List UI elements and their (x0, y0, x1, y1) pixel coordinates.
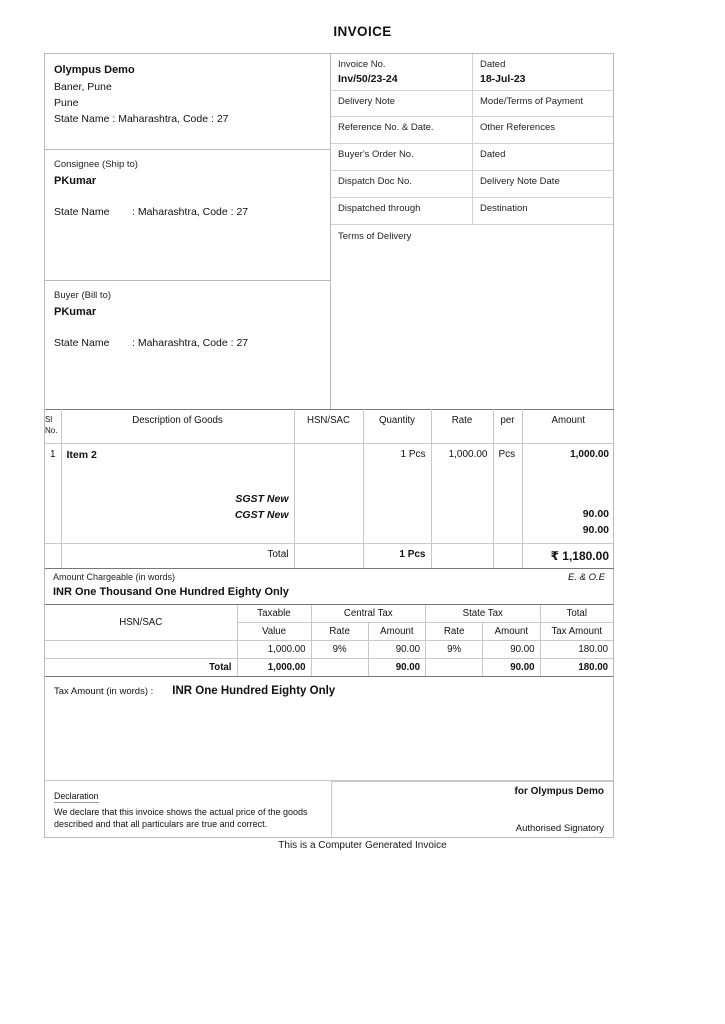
terms-of-delivery-cell (331, 225, 613, 386)
declaration-title: Declaration (54, 791, 99, 801)
col-header-rate: Rate (431, 410, 493, 444)
mode-terms-cell (473, 91, 613, 116)
tax-cell-state-amount: 90.00 (483, 641, 540, 659)
tax-col-taxable-line2: Value (237, 623, 311, 641)
eoe-note: E. & O.E (568, 572, 605, 583)
buyer-block (45, 281, 330, 409)
invoice-no-label: Invoice No. (338, 59, 386, 70)
consignee-state-row (54, 204, 321, 220)
computer-generated-note: This is a Computer Generated Invoice (278, 840, 447, 851)
item-amount: 1,000.00 (570, 449, 609, 460)
invoice-details-grid (331, 54, 613, 409)
declaration-section (45, 781, 613, 837)
tax-cell-taxable-value: 1,000.00 (237, 641, 311, 659)
tax-col-taxable-line1: Taxable (237, 605, 311, 623)
tax-total-row (45, 659, 613, 677)
buyer-state-row (54, 335, 321, 351)
tax-cell-hsn (45, 641, 237, 659)
tax-col-state-rate: Rate (426, 623, 483, 641)
tax-col-central-amount: Amount (368, 623, 425, 641)
cell-per: Pcs (493, 444, 522, 544)
tax-amount-words-value: INR One Hundred Eighty Only (172, 685, 336, 697)
seller-address-line2: Pune (54, 97, 79, 109)
tax-col-total-line2: Tax Amount (540, 623, 613, 641)
col-header-per: per (493, 410, 522, 444)
detail-row-dispatched-through (331, 198, 613, 225)
delivery-note-label: Delivery Note (338, 96, 396, 107)
consignee-state-key: State Name (54, 206, 110, 218)
signature-for: for Olympus Demo (514, 786, 604, 797)
consignee-name: PKumar (54, 175, 97, 187)
declaration-block (45, 781, 331, 837)
signature-block (331, 781, 613, 837)
cell-amount (522, 444, 614, 544)
seller-state: State Name : Maharashtra, Code : 27 (54, 113, 229, 125)
detail-row-buyers-order (331, 144, 613, 171)
cgst-amount: 90.00 (582, 524, 609, 536)
cgst-label: CGST New (234, 509, 289, 521)
seller-block (45, 54, 330, 150)
consignee-label: Consignee (Ship to) (54, 159, 138, 170)
buyer-state-key: State Name (54, 337, 110, 349)
detail-row-delivery-note (331, 91, 613, 117)
tax-col-central-rate: Rate (311, 623, 368, 641)
tax-total-taxable-value: 1,000.00 (237, 659, 311, 677)
tax-cell-state-rate: 9% (426, 641, 483, 659)
tax-col-state-amount: Amount (483, 623, 540, 641)
item-tax-amounts (528, 506, 610, 538)
buyers-order-dated-cell (473, 144, 613, 170)
tax-total-central-amount: 90.00 (368, 659, 425, 677)
invoice-no-value: Inv/50/23-24 (338, 73, 398, 85)
invoice-header-section (45, 54, 613, 409)
authorised-signatory-label: Authorised Signatory (515, 823, 604, 834)
invoice-no-cell (331, 54, 473, 90)
items-table (45, 409, 614, 569)
terms-of-delivery-label: Terms of Delivery (338, 231, 412, 242)
declaration-body: We declare that this invoice shows the actual price of the goods described and that all particulars are true and correct. (54, 807, 308, 830)
invoice-frame (44, 53, 614, 838)
col-header-amount: Amount (522, 410, 614, 444)
mode-terms-label: Mode/Terms of Payment (480, 96, 583, 107)
tax-summary-table (45, 605, 613, 677)
dated-cell (473, 54, 613, 90)
cell-description (61, 444, 294, 544)
buyers-order-label: Buyer's Order No. (338, 149, 414, 160)
col-header-quantity: Quantity (363, 410, 431, 444)
detail-row-invoice-no (331, 54, 613, 91)
total-rate-spacer (431, 544, 493, 569)
consignee-state-value: : Maharashtra, Code : 27 (132, 206, 249, 218)
tax-total-label: Total (45, 659, 237, 677)
tax-amount-words-label: Tax Amount (in words) : (54, 686, 154, 697)
destination-cell (473, 198, 613, 224)
tax-col-central-tax: Central Tax (311, 605, 426, 623)
buyer-name: PKumar (54, 306, 97, 318)
tax-col-state-tax: State Tax (426, 605, 541, 623)
buyers-order-dated-label: Dated (480, 149, 506, 160)
dispatched-through-cell (331, 198, 473, 224)
sgst-amount: 90.00 (582, 508, 609, 520)
delivery-note-date-cell (473, 171, 613, 197)
total-hsn-spacer (294, 544, 363, 569)
seller-name: Olympus Demo (54, 64, 135, 76)
tax-cell-central-rate: 9% (311, 641, 368, 659)
item-tax-labels (67, 491, 289, 523)
delivery-note-cell (331, 91, 473, 116)
item-name: Item 2 (66, 449, 97, 461)
cell-quantity: 1 Pcs (363, 444, 431, 544)
consignee-block (45, 150, 330, 281)
cell-hsn (294, 444, 363, 544)
tax-header-row-1 (45, 605, 613, 623)
reference-cell (331, 117, 473, 143)
tax-col-total-line1: Total (540, 605, 613, 623)
total-sl-spacer (45, 544, 61, 569)
items-total-row (45, 544, 614, 569)
tax-total-state-amount: 90.00 (483, 659, 540, 677)
buyer-state-value: : Maharashtra, Code : 27 (132, 337, 249, 349)
tax-total-total-tax: 180.00 (540, 659, 613, 677)
other-references-cell (473, 117, 613, 143)
tax-cell-total-tax: 180.00 (540, 641, 613, 659)
col-header-sl-line1: Sl (45, 415, 53, 424)
items-table-header-row (45, 410, 614, 444)
delivery-note-date-label: Delivery Note Date (480, 176, 560, 187)
dated-label: Dated (480, 59, 506, 70)
col-header-description: Description of Goods (61, 410, 294, 444)
cell-sl: 1 (45, 444, 61, 544)
reference-label: Reference No. & Date. (338, 122, 434, 133)
tax-cell-central-amount: 90.00 (368, 641, 425, 659)
total-per-spacer (493, 544, 522, 569)
sgst-label: SGST New (235, 493, 289, 505)
amount-chargeable-label: Amount Chargeable (in words) (53, 572, 176, 582)
tax-amount-words-section (45, 677, 613, 781)
col-header-hsn: HSN/SAC (294, 410, 363, 444)
buyer-label: Buyer (Bill to) (54, 290, 112, 301)
buyers-order-cell (331, 144, 473, 170)
amount-chargeable-value: INR One Thousand One Hundred Eighty Only (53, 586, 289, 598)
tax-col-hsn: HSN/SAC (45, 605, 237, 641)
seller-address-line1: Baner, Pune (54, 81, 112, 93)
total-label: Total (61, 544, 294, 569)
detail-row-reference (331, 117, 613, 144)
amount-chargeable-section (45, 569, 613, 605)
destination-label: Destination (480, 203, 528, 214)
tax-total-state-rate (426, 659, 483, 677)
other-references-label: Other References (480, 122, 555, 133)
col-header-sl-line2: No. (45, 426, 58, 435)
total-quantity: 1 Pcs (363, 544, 431, 569)
col-header-sl (45, 410, 61, 444)
tax-amount-words-line (54, 685, 604, 697)
dispatched-through-label: Dispatched through (338, 203, 421, 214)
page-title: INVOICE (333, 24, 392, 39)
dispatch-doc-cell (331, 171, 473, 197)
dated-value: 18-Jul-23 (480, 73, 526, 85)
dispatch-doc-label: Dispatch Doc No. (338, 176, 412, 187)
cell-rate: 1,000.00 (431, 444, 493, 544)
parties-column (45, 54, 331, 409)
total-amount: ₹ 1,180.00 (522, 544, 614, 569)
detail-row-dispatch-doc (331, 171, 613, 198)
tax-total-central-rate (311, 659, 368, 677)
table-row (45, 444, 614, 544)
tax-table-row (45, 641, 613, 659)
